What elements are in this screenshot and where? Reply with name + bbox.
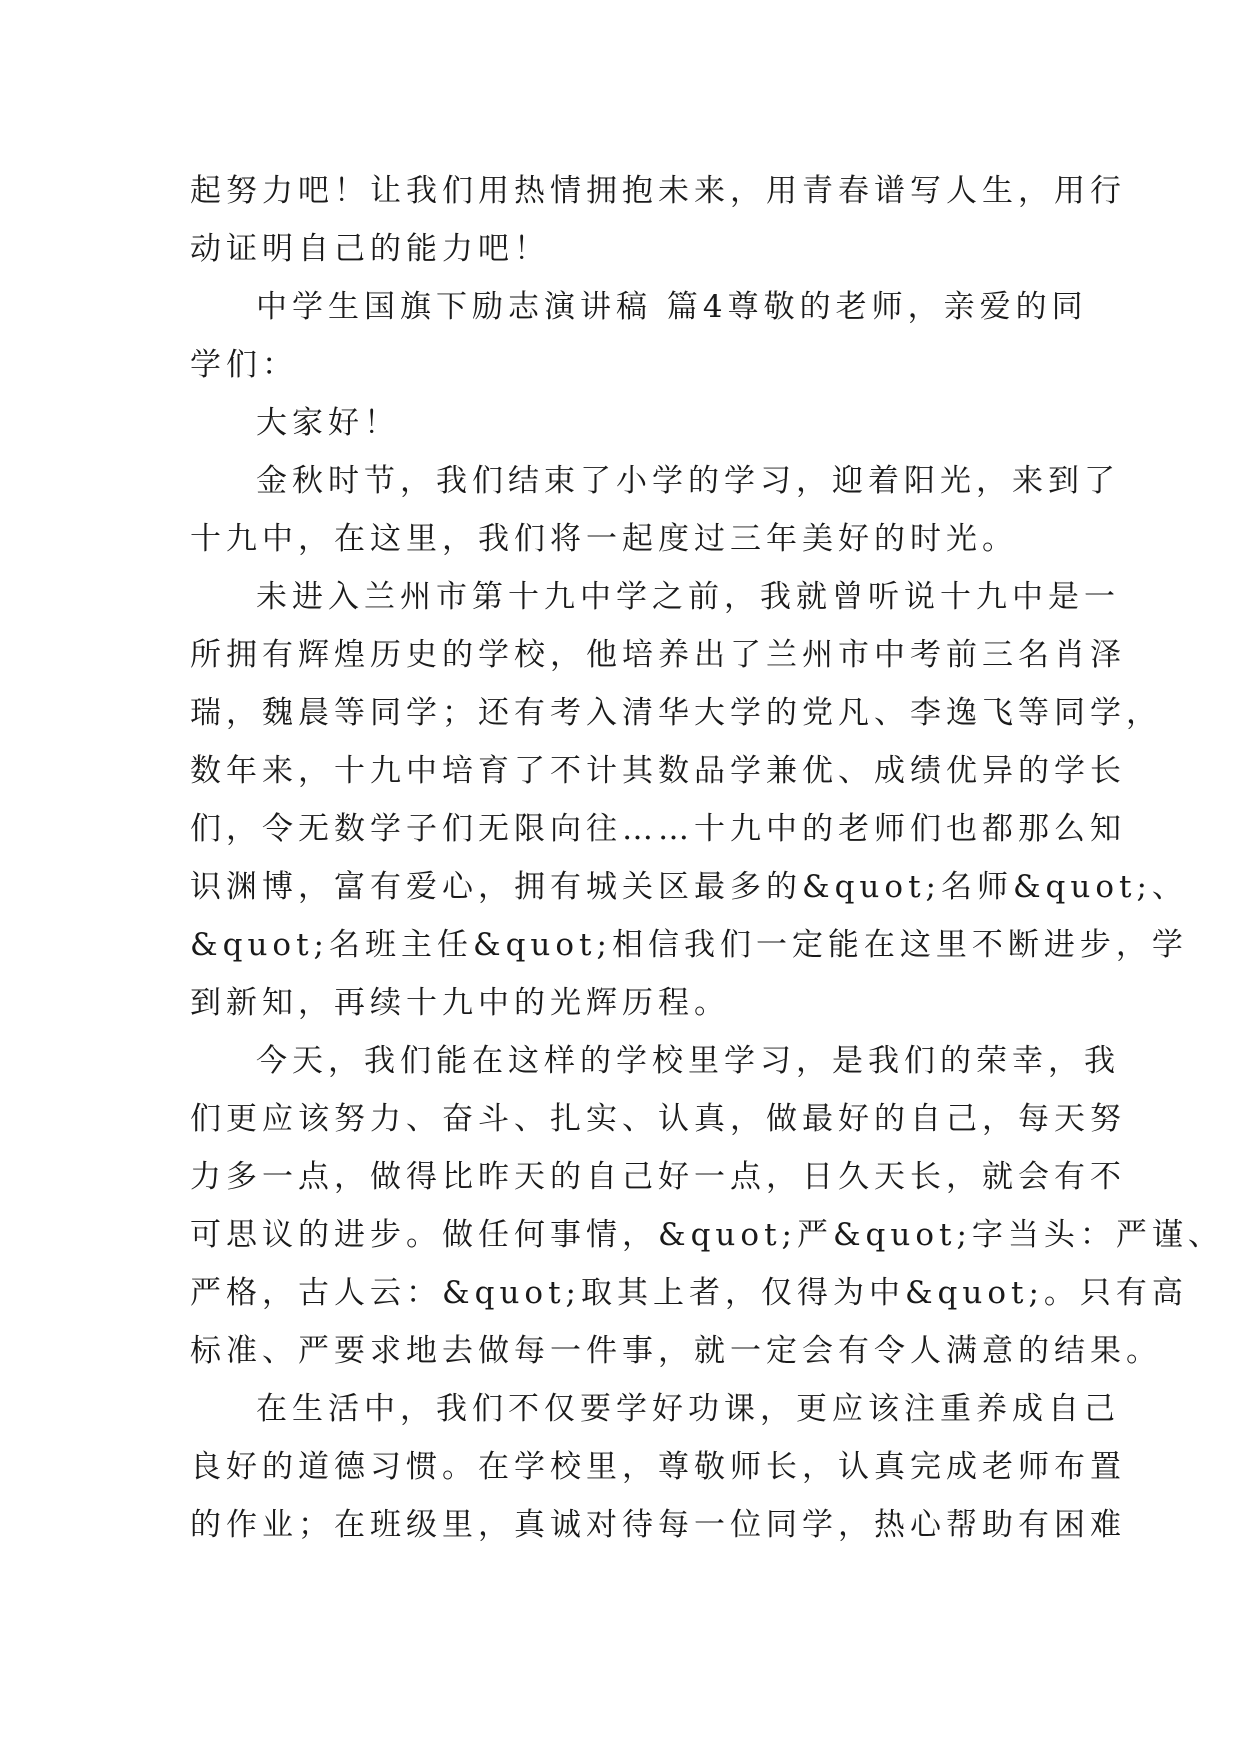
text-line: 动证明自己的能力吧！	[190, 231, 550, 267]
text-line: 良好的道德习惯。在学校里，尊敬师长，认真完成老师布置	[190, 1449, 1126, 1485]
text-line: 学们：	[190, 347, 298, 383]
text-line: 们更应该努力、奋斗、扎实、认真，做最好的自己，每天努	[190, 1101, 1126, 1137]
text-line: 们，令无数学子们无限向往……十九中的老师们也都那么知	[190, 811, 1126, 847]
document-body	[190, 162, 1224, 1554]
text-line: 中学生国旗下励志演讲稿 篇4尊敬的老师，亲爱的同	[256, 289, 1088, 325]
text-line: 到新知，再续十九中的光辉历程。	[190, 985, 730, 1021]
text-line: 数年来，十九中培育了不计其数品学兼优、成绩优异的学长	[190, 753, 1126, 789]
text-line: 的作业；在班级里，真诚对待每一位同学，热心帮助有困难	[190, 1507, 1126, 1543]
text-line: 起努力吧！让我们用热情拥抱未来，用青春谱写人生，用行	[190, 173, 1126, 209]
text-line: 大家好！	[256, 405, 400, 441]
text-line: 十九中，在这里，我们将一起度过三年美好的时光。	[190, 521, 1018, 557]
text-line: &quot;名班主任&quot;相信我们一定能在这里不断进步，学	[190, 927, 1188, 963]
text-line: 瑞，魏晨等同学；还有考入清华大学的党凡、李逸飞等同学，	[190, 695, 1162, 731]
text-line: 识渊博，富有爱心，拥有城关区最多的&quot;名师&quot;、	[190, 869, 1188, 905]
text-line: 所拥有辉煌历史的学校，他培养出了兰州市中考前三名肖泽	[190, 637, 1126, 673]
text-line: 可思议的进步。做任何事情，&quot;严&quot;字当头：严谨、	[190, 1217, 1224, 1253]
text-line: 未进入兰州市第十九中学之前，我就曾听说十九中是一	[256, 579, 1120, 615]
text-line: 严格，古人云：&quot;取其上者，仅得为中&quot;。只有高	[190, 1275, 1188, 1311]
text-line: 金秋时节，我们结束了小学的学习，迎着阳光，来到了	[256, 463, 1120, 499]
text-line: 今天，我们能在这样的学校里学习，是我们的荣幸，我	[256, 1043, 1120, 1079]
text-line: 力多一点，做得比昨天的自己好一点，日久天长，就会有不	[190, 1159, 1126, 1195]
text-line: 在生活中，我们不仅要学好功课，更应该注重养成自己	[256, 1391, 1120, 1427]
text-line: 标准、严要求地去做每一件事，就一定会有令人满意的结果。	[190, 1333, 1162, 1369]
